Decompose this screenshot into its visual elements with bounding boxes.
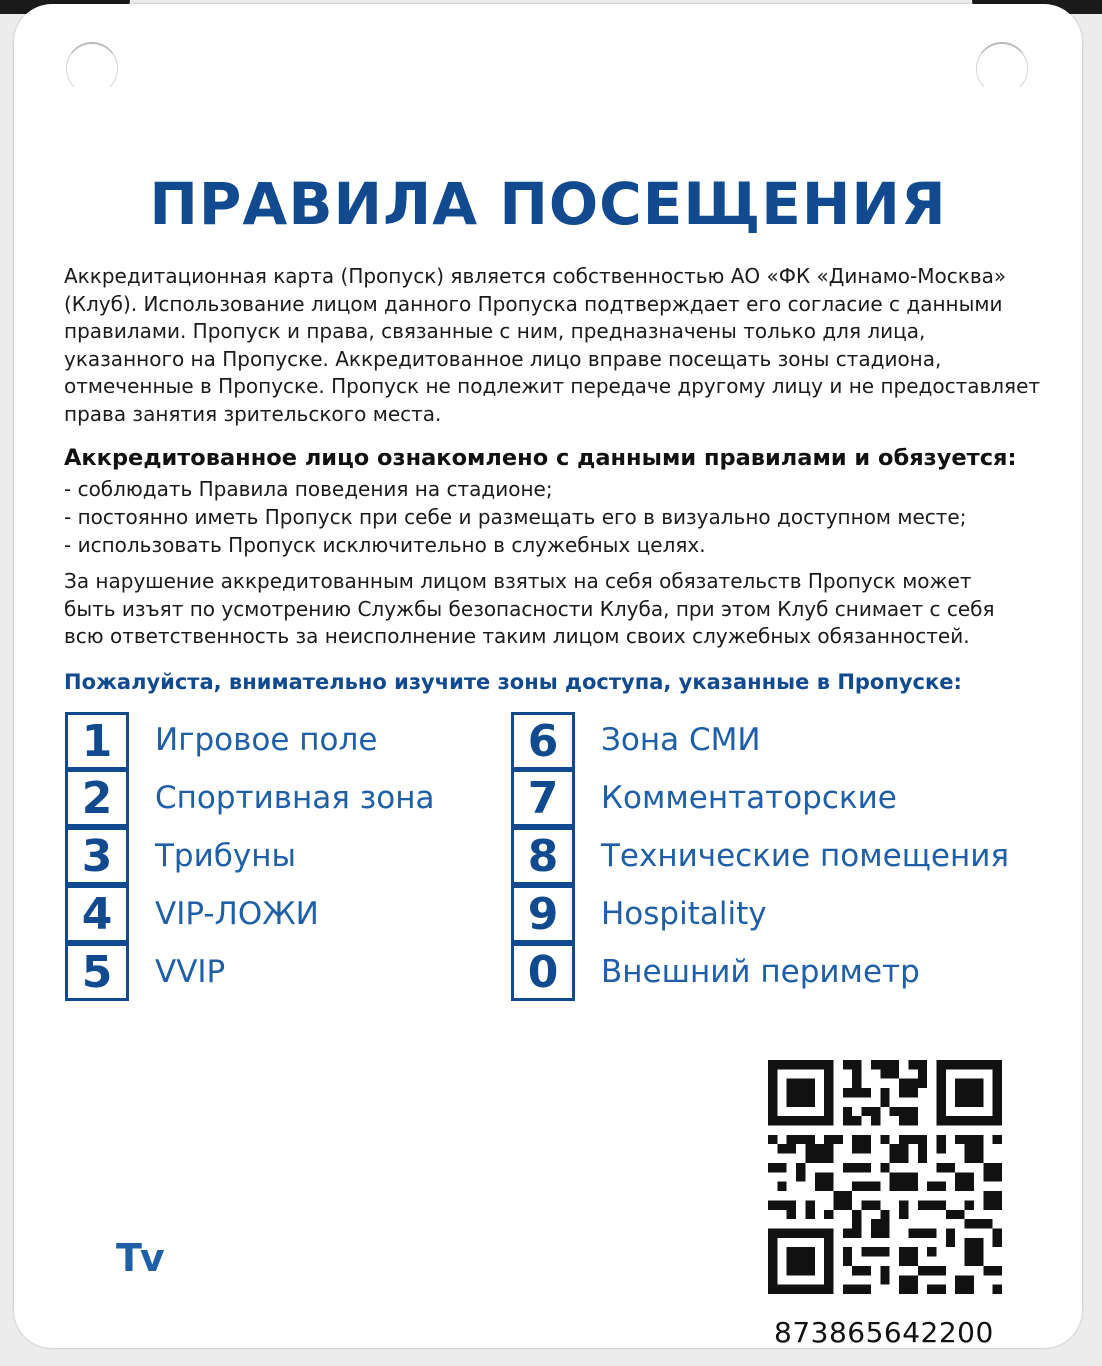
violation-paragraph [64, 568, 1054, 651]
intro-line: указанного на Пропуске. Аккредитованное лицо вправе посещать зоны стадиона, [64, 346, 942, 371]
intro-paragraph [64, 263, 1054, 428]
violation-line: быть изъят по усмотрению Службы безопасности Клуба, при этом Клуб снимает с себя [64, 596, 995, 621]
zone-label: Hospitality [601, 896, 767, 932]
zone-label: Спортивная зона [155, 780, 435, 816]
zones-heading: Пожалуйста, внимательно изучите зоны доступа, указанные в Пропуске: [64, 670, 962, 694]
zone-label: VIP-ЛОЖИ [155, 896, 319, 932]
zone-number-box: 7 [511, 769, 575, 827]
zone-label: Технические помещения [601, 838, 1010, 874]
intro-line: Аккредитационная карта (Пропуск) является собственностью АО «ФК «Динамо-Москва» [64, 264, 1007, 288]
zone-number-box: 4 [65, 885, 129, 943]
lanyard-hole-right [976, 42, 1028, 95]
obligation-item: - постоянно иметь Пропуск при себе и размещать его в визуально доступном месте; [64, 505, 967, 529]
violation-line: За нарушение аккредитованным лицом взятых на себя обязательств Пропуск может [64, 569, 972, 593]
zone-label: Комментаторские [601, 780, 897, 816]
zone-number-box: 1 [65, 712, 129, 770]
qr-serial-number: 873865642200 [774, 1316, 994, 1349]
violation-line: всю ответственность за неисполнение таким лицом своих служебных обязанностей. [64, 624, 970, 648]
obligations-list [64, 475, 966, 559]
zone-number-box: 6 [511, 712, 575, 770]
zone-number-box: 8 [511, 827, 575, 885]
zone-number-box: 0 [511, 943, 575, 1001]
qr-code [768, 1060, 1002, 1294]
intro-line: права занятия зрительского места. [64, 401, 442, 426]
intro-line: (Клуб). Использование лицом данного Пропуска подтверждает его согласие с данными [64, 291, 1003, 316]
zone-label: Внешний периметр [601, 954, 920, 990]
lanyard-hole-left [66, 42, 118, 95]
zone-number-box: 9 [511, 885, 575, 943]
obligation-item: - использовать Пропуск исключительно в служебных целях. [64, 533, 706, 557]
accreditation-card [14, 4, 1082, 1348]
zone-number-box: 3 [65, 827, 129, 885]
zone-number-box: 2 [65, 769, 129, 827]
zone-label: Игровое поле [155, 722, 378, 758]
tv-logo: Tv [116, 1236, 163, 1280]
zone-label: Трибуны [155, 838, 296, 874]
obligation-item: - соблюдать Правила поведения на стадионе; [64, 477, 553, 501]
intro-line: отмеченные в Пропуске. Пропуск не подлежит передаче другому лицу и не предоставляет [64, 374, 1041, 398]
zone-label: VVIP [155, 954, 226, 990]
intro-line: правилами. Пропуск и права, связанные с ним, предназначены только для лица, [64, 319, 926, 343]
obligations-heading: Аккредитованное лицо ознакомлено с данными правилами и обязуется: [64, 445, 1017, 471]
page-title: ПРАВИЛА ПОСЕЩЕНИЯ [149, 170, 947, 238]
zone-label: Зона СМИ [601, 722, 761, 758]
zone-number-box: 5 [65, 943, 129, 1001]
